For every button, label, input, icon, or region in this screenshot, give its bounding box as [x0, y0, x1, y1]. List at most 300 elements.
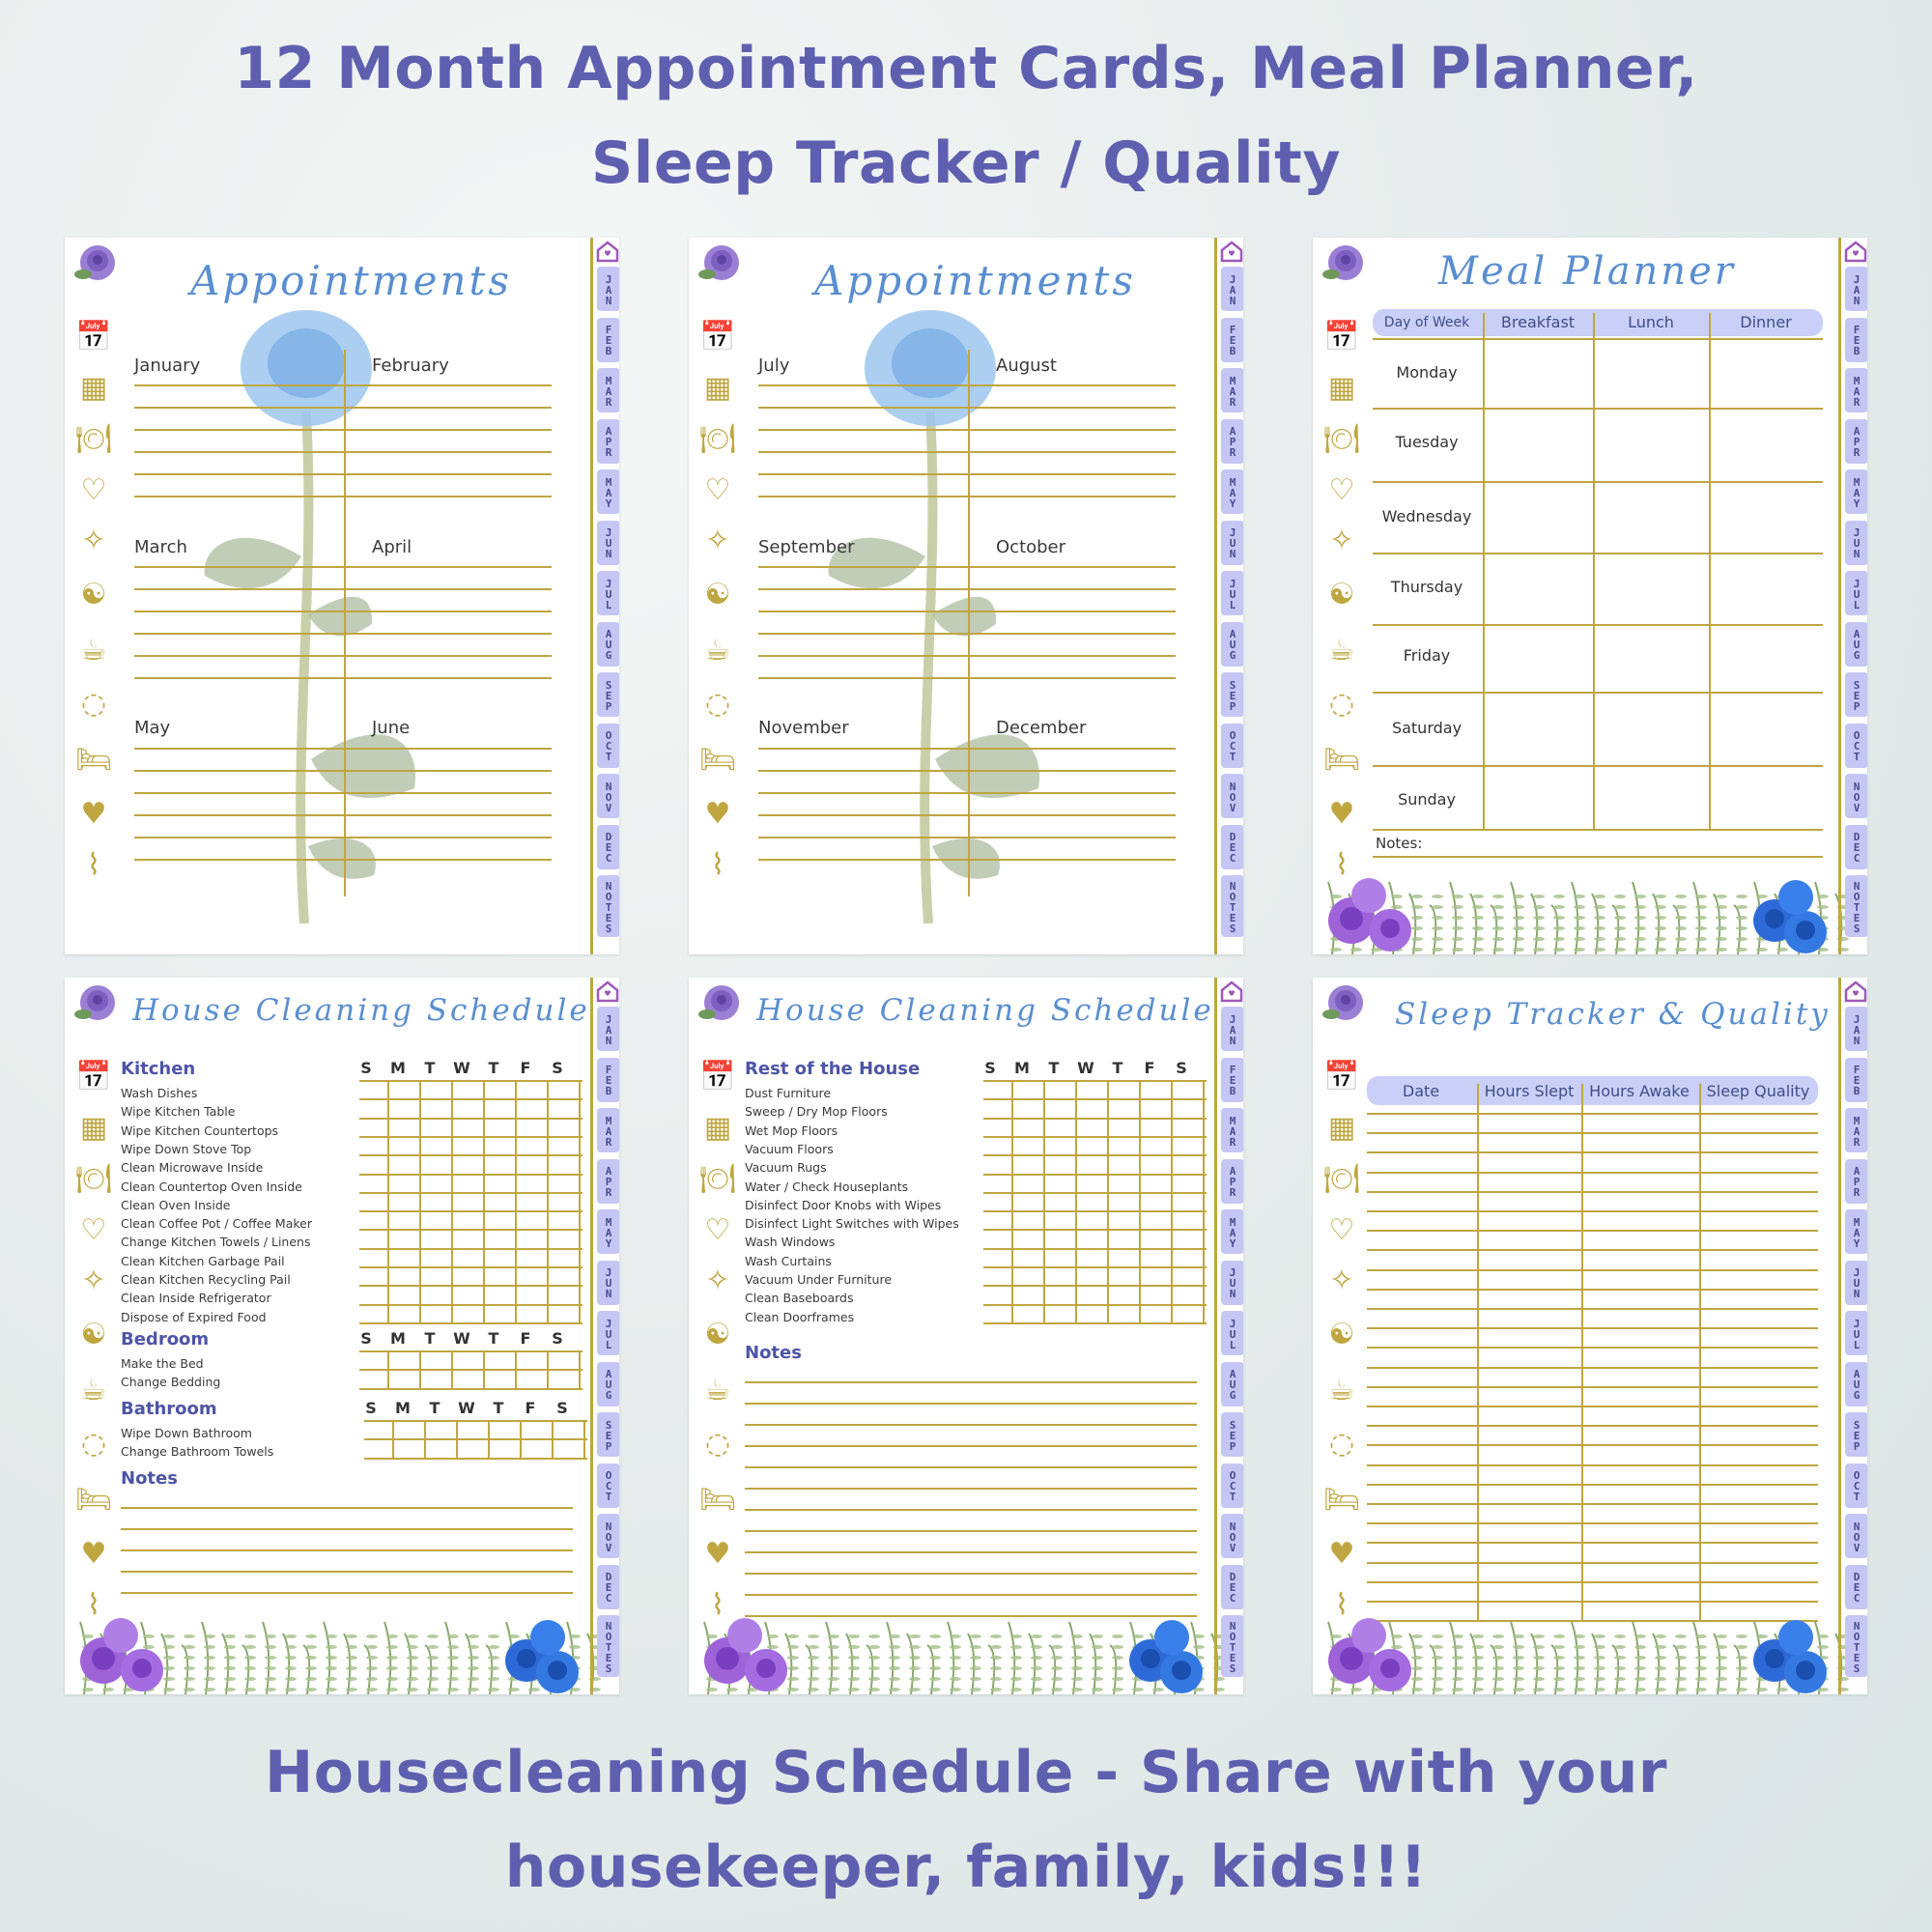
writing-line: [758, 770, 1176, 772]
check-col-line: [424, 1420, 426, 1458]
day-header: S: [360, 1059, 372, 1077]
task-item: Wipe Down Bathroom: [121, 1426, 252, 1440]
tab-apr[interactable]: APR: [597, 1159, 619, 1204]
check-col-line: [387, 1080, 389, 1322]
reading-icon: ☕: [704, 1373, 731, 1407]
headline-top: [0, 21, 1932, 211]
check-row-line: [359, 1229, 582, 1231]
day-header: T: [429, 1399, 440, 1417]
tab-nov[interactable]: NOV: [1845, 1514, 1867, 1558]
tab-oct[interactable]: OCT: [597, 1463, 619, 1508]
check-col-line: [583, 1420, 585, 1458]
check-row-line: [359, 1350, 582, 1352]
check-row-line: [359, 1080, 582, 1082]
day-header: S: [552, 1329, 563, 1348]
tab-oct[interactable]: OCT: [597, 724, 619, 768]
notes-line: [745, 1594, 1197, 1596]
task-item: Change Bedding: [121, 1375, 221, 1390]
tab-sep[interactable]: SEP: [1221, 1412, 1243, 1457]
check-col-line: [579, 1350, 581, 1388]
check-col-line: [387, 1350, 389, 1388]
month-label-october: October: [996, 537, 1066, 557]
task-item: Wet Mop Floors: [745, 1122, 838, 1138]
task-item: Wipe Kitchen Table: [121, 1104, 236, 1120]
reading-icon: ☕: [704, 633, 731, 668]
hand-heart-icon: ♡: [704, 1212, 731, 1247]
check-row-line: [983, 1285, 1207, 1287]
col-hours-slept: Hours Slept: [1484, 1082, 1575, 1100]
tab-may[interactable]: MAY: [1845, 469, 1867, 514]
day-header: F: [1144, 1059, 1155, 1077]
check-row-line: [983, 1248, 1207, 1250]
notes-line: [745, 1488, 1197, 1490]
day-header: M: [390, 1329, 406, 1348]
check-row-line: [983, 1229, 1207, 1231]
check-row-line: [359, 1210, 582, 1212]
writing-line: [134, 633, 552, 635]
grid-row-line: [1367, 1542, 1818, 1544]
side-icon-column: [72, 981, 115, 1677]
month-label-may: May: [134, 718, 171, 738]
notes-line: [745, 1403, 1197, 1405]
tab-aug[interactable]: AUG: [597, 1362, 619, 1406]
day-header: S: [360, 1329, 372, 1348]
tab-aug[interactable]: AUG: [1845, 1362, 1867, 1406]
tab-aug[interactable]: AUG: [597, 622, 619, 667]
day-header: F: [520, 1059, 531, 1077]
writing-line: [134, 792, 552, 794]
month-label-september: September: [758, 537, 855, 557]
check-row-line: [359, 1192, 582, 1194]
check-row-line: [359, 1369, 582, 1371]
grid-row-line: [1373, 338, 1823, 340]
writing-line: [758, 748, 1176, 750]
tab-may[interactable]: MAY: [597, 1209, 619, 1254]
notes-line: [745, 1551, 1197, 1553]
tab-apr[interactable]: APR: [1845, 419, 1867, 464]
writing-line: [758, 792, 1176, 794]
writing-line: [758, 611, 1176, 612]
tab-nov[interactable]: NOV: [1845, 774, 1867, 818]
task-item: Clean Kitchen Garbage Pail: [121, 1253, 285, 1268]
col-lunch: Lunch: [1628, 313, 1674, 331]
check-col-line: [515, 1080, 517, 1322]
tab-jun[interactable]: JUN: [1845, 521, 1867, 565]
writing-line: [134, 451, 552, 453]
side-icon-column: [696, 242, 739, 937]
month-label-july: July: [758, 355, 790, 376]
tab-jul[interactable]: JUL: [1845, 571, 1867, 615]
tab-aug[interactable]: AUG: [1845, 622, 1867, 667]
tab-oct[interactable]: OCT: [1221, 724, 1243, 768]
check-col-line: [483, 1350, 485, 1388]
writing-line: [758, 837, 1176, 838]
tab-apr[interactable]: APR: [1845, 1159, 1867, 1204]
task-item: Disinfect Light Switches with Wipes: [745, 1216, 959, 1232]
tab-feb[interactable]: FEB: [1845, 318, 1867, 362]
notes-line: [745, 1509, 1197, 1511]
tab-dec[interactable]: DEC: [1221, 1565, 1243, 1609]
grid-row-line: [1373, 692, 1823, 694]
calendar-31-icon: ▦: [79, 1111, 108, 1145]
tab-feb[interactable]: FEB: [597, 318, 619, 362]
moon-phase-icon: ◌: [80, 687, 107, 722]
headline-bottom-line-1: Housecleaning Schedule - Share with your: [264, 1739, 1667, 1806]
hand-heart-icon: ♡: [1328, 1212, 1355, 1247]
broom-icon: ⌇: [86, 1587, 101, 1622]
tab-jul[interactable]: JUL: [1221, 1311, 1243, 1355]
month-tabs: [590, 978, 619, 1694]
grid-col-line: [1477, 1084, 1479, 1621]
grid-row-line: [1367, 1230, 1818, 1232]
grid-row-line: [1367, 1386, 1818, 1388]
tab-jul[interactable]: JUL: [597, 1311, 619, 1355]
tab-nov[interactable]: NOV: [597, 774, 619, 818]
tab-notes[interactable]: NOTES: [597, 875, 619, 937]
tab-mar[interactable]: MAR: [1845, 1108, 1867, 1152]
tab-may[interactable]: MAY: [597, 469, 619, 514]
month-label-november: November: [758, 718, 849, 738]
home-icon[interactable]: [1843, 980, 1867, 1003]
tab-sep[interactable]: SEP: [1845, 1412, 1867, 1457]
tab-mar[interactable]: MAR: [597, 1108, 619, 1152]
check-col-line: [1203, 1080, 1205, 1322]
tab-may[interactable]: MAY: [1221, 1209, 1243, 1254]
home-icon[interactable]: [1219, 980, 1243, 1003]
heart-home-icon: ♥: [1328, 796, 1355, 831]
fairy-wand-icon: ✧: [81, 1264, 106, 1298]
tab-feb[interactable]: FEB: [1845, 1058, 1867, 1102]
heart-home-icon: ♥: [80, 1536, 107, 1571]
page-title: Meal Planner: [1438, 249, 1736, 294]
appointments-page-1: [65, 238, 619, 954]
day-sunday: Sunday: [1398, 790, 1456, 809]
page-title: House Cleaning Schedule: [132, 993, 590, 1028]
check-col-line: [1043, 1080, 1045, 1322]
grid-row-line: [1367, 1249, 1818, 1251]
tab-jun[interactable]: JUN: [597, 521, 619, 565]
day-header: S: [556, 1399, 568, 1417]
meal-heart-icon: 🍽: [74, 421, 113, 456]
task-item: Clean Baseboards: [745, 1291, 854, 1306]
calendar-circle-icon: 📅: [699, 320, 736, 355]
check-col-line: [547, 1350, 549, 1388]
check-col-line: [419, 1350, 421, 1388]
day-header: W: [453, 1059, 470, 1077]
month-tabs: [1838, 238, 1867, 954]
grid-row-line: [1367, 1327, 1818, 1329]
month-label-august: August: [996, 355, 1057, 376]
check-row-line: [359, 1136, 582, 1138]
home-icon[interactable]: [595, 240, 619, 263]
task-item: Dispose of Expired Food: [121, 1309, 267, 1324]
day-header: T: [488, 1329, 499, 1348]
tab-mar[interactable]: MAR: [1221, 368, 1243, 412]
page-title: House Cleaning Schedule: [756, 993, 1214, 1028]
writing-line: [758, 566, 1176, 568]
day-header: T: [1112, 1059, 1123, 1077]
month-label-march: March: [134, 537, 187, 557]
grid-row-line: [1373, 408, 1823, 410]
writing-line: [134, 837, 552, 838]
section-notes: Notes: [121, 1468, 178, 1489]
meal-heart-icon: 🍽: [698, 421, 737, 456]
meditation-icon: ☯: [704, 577, 731, 611]
meditation-icon: ☯: [1328, 1317, 1355, 1351]
home-icon[interactable]: [1219, 240, 1243, 263]
hand-heart-icon: ♡: [1328, 472, 1355, 507]
writing-line: [758, 451, 1176, 453]
check-row-line: [359, 1154, 582, 1156]
side-icon-column: [72, 242, 115, 937]
meal-notes-label: Notes:: [1376, 835, 1423, 852]
tab-mar[interactable]: MAR: [1221, 1108, 1243, 1152]
task-item: Clean Oven Inside: [121, 1197, 231, 1212]
check-col-line: [456, 1420, 458, 1458]
floral-border: [1313, 1603, 1867, 1694]
moon-phase-icon: ◌: [1328, 1427, 1355, 1462]
day-header: S: [552, 1059, 563, 1077]
check-col-line: [1107, 1080, 1109, 1322]
meditation-icon: ☯: [80, 1317, 107, 1351]
day-header: T: [424, 1329, 436, 1348]
writing-line: [134, 473, 552, 475]
writing-line: [758, 859, 1176, 861]
section-bedroom: Bedroom: [121, 1329, 210, 1350]
tab-notes[interactable]: NOTES: [1221, 1615, 1243, 1677]
tab-dec[interactable]: DEC: [597, 825, 619, 869]
tab-aug[interactable]: AUG: [1221, 622, 1243, 667]
hand-heart-icon: ♡: [80, 472, 107, 507]
tab-jun[interactable]: JUN: [597, 1261, 619, 1305]
tab-oct[interactable]: OCT: [1221, 1463, 1243, 1508]
check-col-line: [520, 1420, 522, 1458]
tab-dec[interactable]: DEC: [1221, 825, 1243, 869]
headline-bottom-line-2: housekeeper, family, kids!!!: [504, 1833, 1428, 1901]
day-header: T: [493, 1399, 504, 1417]
tab-jun[interactable]: JUN: [1221, 1261, 1243, 1305]
month-tabs: [590, 238, 619, 954]
writing-line: [134, 611, 552, 612]
check-col-line: [1139, 1080, 1141, 1322]
broom-icon: ⌇: [86, 847, 101, 882]
day-header: W: [1077, 1059, 1094, 1077]
check-row-line: [359, 1322, 582, 1324]
check-row-line: [983, 1098, 1207, 1100]
tab-jan[interactable]: JAN: [1845, 1007, 1867, 1051]
tab-jan[interactable]: JAN: [1221, 1007, 1243, 1051]
grid-row-line: [1367, 1210, 1818, 1212]
tab-jan[interactable]: JAN: [1221, 267, 1243, 311]
calendar-circle-icon: 📅: [75, 1060, 112, 1094]
meal-planner-page: [1313, 238, 1867, 954]
tab-aug[interactable]: AUG: [1221, 1362, 1243, 1406]
check-row-line: [983, 1174, 1207, 1176]
tab-feb[interactable]: FEB: [1221, 1058, 1243, 1102]
calendar-31-icon: ▦: [1327, 371, 1356, 405]
col-sleep-quality: Sleep Quality: [1706, 1082, 1810, 1100]
calendar-31-icon: ▦: [1327, 1111, 1356, 1145]
day-header: T: [1048, 1059, 1060, 1077]
tab-notes[interactable]: NOTES: [1845, 1615, 1867, 1677]
day-tuesday: Tuesday: [1395, 433, 1459, 451]
writing-line: [758, 633, 1176, 635]
bed-sleep-icon: 🛏: [698, 1483, 737, 1518]
tab-apr[interactable]: APR: [1221, 1159, 1243, 1204]
check-col-line: [515, 1350, 517, 1388]
tab-sep[interactable]: SEP: [1221, 672, 1243, 717]
writing-line: [134, 496, 552, 497]
tab-may[interactable]: MAY: [1845, 1209, 1867, 1254]
grid-row-line: [1367, 1562, 1818, 1564]
month-label-april: April: [372, 537, 412, 557]
bed-sleep-icon: 🛏: [74, 743, 113, 778]
task-item: Water / Check Houseplants: [745, 1179, 909, 1194]
grid-row-line: [1373, 553, 1823, 554]
tab-dec[interactable]: DEC: [1845, 1565, 1867, 1609]
check-col-line: [547, 1080, 549, 1322]
grid-col-line: [1483, 313, 1485, 829]
notes-line: [121, 1592, 573, 1594]
tab-feb[interactable]: FEB: [597, 1058, 619, 1102]
section-kitchen: Kitchen: [121, 1059, 196, 1079]
tab-dec[interactable]: DEC: [1845, 825, 1867, 869]
check-col-line: [419, 1080, 421, 1322]
notes-line: [121, 1571, 573, 1573]
blue-rose-illustration: [824, 305, 1046, 923]
grid-col-line: [1593, 313, 1595, 829]
check-row-line: [364, 1438, 587, 1440]
tab-jan[interactable]: JAN: [597, 1007, 619, 1051]
month-tabs: [1838, 978, 1867, 1694]
tab-jul[interactable]: JUL: [1845, 1311, 1867, 1355]
check-col-line: [1171, 1080, 1173, 1322]
tab-notes[interactable]: NOTES: [597, 1615, 619, 1677]
month-tabs: [1214, 238, 1243, 954]
tab-may[interactable]: MAY: [1221, 469, 1243, 514]
check-row-line: [359, 1388, 582, 1390]
moon-phase-icon: ◌: [704, 687, 731, 722]
tab-sep[interactable]: SEP: [597, 1412, 619, 1457]
tab-sep[interactable]: SEP: [597, 672, 619, 717]
moon-phase-icon: ◌: [704, 1427, 731, 1462]
tab-oct[interactable]: OCT: [1845, 724, 1867, 768]
tab-nov[interactable]: NOV: [597, 1514, 619, 1558]
grid-col-line: [1699, 1084, 1701, 1621]
month-tabs: [1214, 978, 1243, 1694]
writing-line: [758, 814, 1176, 816]
check-row-line: [983, 1304, 1207, 1306]
day-header: T: [488, 1059, 499, 1077]
task-item: Wipe Kitchen Countertops: [121, 1122, 279, 1138]
tab-notes[interactable]: NOTES: [1221, 875, 1243, 937]
side-icon-column: [696, 981, 739, 1677]
heart-home-icon: ♥: [704, 1536, 731, 1571]
page-title: Appointments: [814, 257, 1136, 304]
hand-heart-icon: ♡: [704, 472, 731, 507]
month-label-january: January: [134, 355, 201, 376]
task-item: Clean Doorframes: [745, 1309, 855, 1324]
tab-oct[interactable]: OCT: [1845, 1463, 1867, 1508]
col-day-of-week: Day of Week: [1383, 315, 1470, 330]
tab-dec[interactable]: DEC: [597, 1565, 619, 1609]
fairy-wand-icon: ✧: [705, 524, 730, 558]
tab-jul[interactable]: JUL: [1221, 571, 1243, 615]
side-icon-column: [1321, 242, 1363, 937]
moon-phase-icon: ◌: [1328, 687, 1355, 722]
day-header: S: [984, 1059, 996, 1077]
tab-jan[interactable]: JAN: [1845, 267, 1867, 311]
tab-apr[interactable]: APR: [597, 419, 619, 464]
fairy-wand-icon: ✧: [1329, 1264, 1354, 1298]
tab-apr[interactable]: APR: [1221, 419, 1243, 464]
tab-nov[interactable]: NOV: [1221, 774, 1243, 818]
task-item: Wipe Down Stove Top: [121, 1141, 252, 1156]
headline-bottom: [0, 1725, 1932, 1915]
tab-mar[interactable]: MAR: [597, 368, 619, 412]
page-title: Sleep Tracker & Quality: [1395, 997, 1831, 1032]
tab-mar[interactable]: MAR: [1845, 368, 1867, 412]
tab-nov[interactable]: NOV: [1221, 1514, 1243, 1558]
reading-icon: ☕: [1328, 1373, 1355, 1407]
writing-line: [758, 496, 1176, 497]
task-item: Make the Bed: [121, 1356, 204, 1371]
tab-jun[interactable]: JUN: [1221, 521, 1243, 565]
grid-row-line: [1367, 1347, 1818, 1349]
tab-jul[interactable]: JUL: [597, 571, 619, 615]
task-item: Wash Curtains: [745, 1253, 832, 1268]
home-icon[interactable]: [1843, 240, 1867, 263]
grid-row-line: [1367, 1503, 1818, 1505]
headline-top-line-2: Sleep Tracker / Quality: [591, 129, 1341, 197]
home-icon[interactable]: [595, 980, 619, 1003]
day-header: T: [424, 1059, 436, 1077]
moon-phase-icon: ◌: [80, 1427, 107, 1462]
day-wednesday: Wednesday: [1381, 507, 1472, 526]
calendar-31-icon: ▦: [79, 371, 108, 405]
notes-line: [745, 1530, 1197, 1532]
tab-jun[interactable]: JUN: [1845, 1261, 1867, 1305]
writing-line: [758, 677, 1176, 679]
day-header: F: [525, 1399, 536, 1417]
day-thursday: Thursday: [1390, 578, 1463, 596]
day-friday: Friday: [1403, 646, 1451, 665]
grid-col-line: [1581, 1084, 1583, 1621]
blue-rose-illustration: [200, 305, 422, 923]
tab-feb[interactable]: FEB: [1221, 318, 1243, 362]
bed-sleep-icon: 🛏: [1322, 743, 1361, 778]
col-dinner: Dinner: [1740, 313, 1792, 331]
grid-row-line: [1367, 1269, 1818, 1271]
appointments-page-2: [689, 238, 1243, 954]
tab-jan[interactable]: JAN: [597, 267, 619, 311]
tab-sep[interactable]: SEP: [1845, 672, 1867, 717]
grid-row-line: [1367, 1367, 1818, 1369]
grid-row-line: [1367, 1484, 1818, 1486]
broom-icon: ⌇: [710, 1587, 725, 1622]
day-header: S: [365, 1399, 377, 1417]
cleaning-page-1: [65, 978, 619, 1694]
calendar-circle-icon: 📅: [1323, 1060, 1360, 1094]
grid-row-line: [1367, 1289, 1818, 1291]
grid-row-line: [1367, 1132, 1818, 1134]
tab-notes[interactable]: NOTES: [1845, 875, 1867, 937]
heart-home-icon: ♥: [80, 796, 107, 831]
meditation-icon: ☯: [80, 577, 107, 611]
day-header: W: [458, 1399, 475, 1417]
task-item: Change Kitchen Towels / Linens: [121, 1235, 311, 1250]
broom-icon: ⌇: [1334, 1587, 1350, 1622]
